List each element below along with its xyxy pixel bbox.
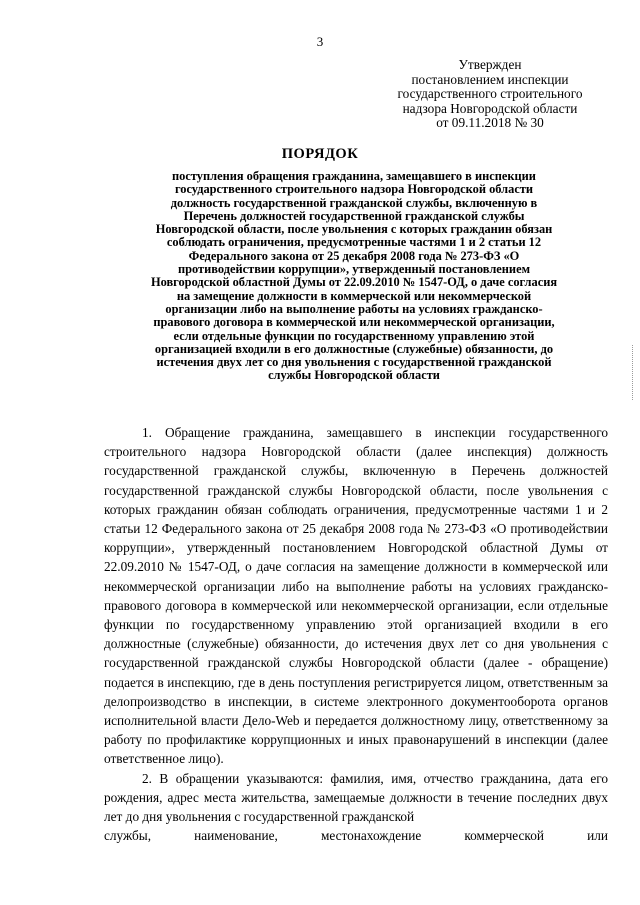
word: коммерческой xyxy=(464,828,544,844)
subtitle-line: если отдельные функции по государственному управлению этой xyxy=(173,328,535,343)
subtitle-line: Перечень должностей государственной гражданской службы xyxy=(183,208,525,223)
word: местонахождение xyxy=(320,828,422,844)
approval-line: Утвержден xyxy=(458,57,522,72)
subtitle-line: организацией входили в его должностные (служебные) обязанности, до xyxy=(154,341,554,356)
subtitle-line: на замещение должности в коммерческой или некоммерческой xyxy=(176,288,532,303)
subtitle-line: государственного строительного надзора Новгородской области xyxy=(174,182,534,197)
approval-stamp xyxy=(380,58,600,131)
page-number: 3 xyxy=(316,34,324,49)
approval-line: от 09.11.2018 № 30 xyxy=(436,115,544,130)
subtitle-line: поступления обращения гражданина, замещавшего в инспекции xyxy=(172,169,536,183)
subtitle-line: службы Новгородской области xyxy=(268,368,440,383)
paragraph-1: 1. Обращение гражданина, замещавшего в инспекции государственного строительного надзора Новгородской области (далее инспекция) должность государственной гражданской службы, включенную в Перечень должностей государственной гражданской службы Новгородской области, после увольнения с которых гражданин обязан соблюдать ограничения, предусмотренные частями 1 и 2 статьи 12 Федерального закона от 25 декабря 2008 года № 273-ФЗ «О противодействии коррупции», утвержденный постановлением Новгородской областной Думы от 22.09.2010 № 1547-ОД, о даче согласия на замещение должности в коммерческой или некоммерческой организации либо на выполнение работы на условиях гражданско-правового договора в коммерческой или некоммерческой организации, если отдельные функции по государственному управлению этой организацией входили в его должностные (служебные) обязанности, до истечения двух лет со дня увольнения с государственной гражданской службы Новгородской области (далее - обращение) подается в инспекцию, где в день поступления регистрируется лицом, ответственным за делопроизводство в инспекции, в системе электронного документооборота органов исполнительной власти Дело-Web и передается должностному лицу, ответственному за работу по профилактике коррупционных и иных правонарушений в инспекции (далее ответственное лицо). xyxy=(104,425,608,767)
subtitle-line: должность государственной гражданской службы, включенную в xyxy=(170,195,538,210)
subtitle-line: правового договора в коммерческой или некоммерческой организации, xyxy=(153,315,555,330)
paragraph-2: 2. В обращении указываются: фамилия, имя, отчество гражданина, дата его рождения, адрес места жительства, замещаемые должности в течение последних двух лет до дня увольнения с государственной гражданской xyxy=(104,770,608,825)
subtitle-line: организации либо на выполнение работы на условиях гражданско- xyxy=(165,301,543,316)
document-body xyxy=(104,423,608,845)
scan-margin-mark xyxy=(632,345,635,400)
subtitle-line: Новгородской областной Думы от 22.09.2010 № 1547-ОД, о даче согласия xyxy=(150,275,558,290)
subtitle-line: истечения двух лет со дня увольнения с государственной гражданской xyxy=(156,355,552,370)
subtitle-line: противодействии коррупции», утвержденный постановлением xyxy=(177,262,531,277)
approval-line: надзора Новгородской области xyxy=(402,100,578,116)
word: службы, xyxy=(104,828,152,844)
word: наименование, xyxy=(194,828,278,844)
paragraph-2-last-line xyxy=(104,826,608,845)
subtitle-line: Федерального закона от 25 декабря 2008 года № 273-ФЗ «О xyxy=(188,248,520,263)
word: или xyxy=(587,828,608,844)
subtitle-line: Новгородской области, после увольнения с которых гражданин обязан xyxy=(155,222,553,237)
document-title: ПОРЯДОК xyxy=(281,146,359,162)
approval-line: государственного строительного xyxy=(397,86,583,101)
document-subtitle xyxy=(100,170,608,383)
approval-line: постановлением инспекции xyxy=(411,71,569,87)
subtitle-line: соблюдать ограничения, предусмотренные частями 1 и 2 статьи 12 xyxy=(166,235,542,250)
